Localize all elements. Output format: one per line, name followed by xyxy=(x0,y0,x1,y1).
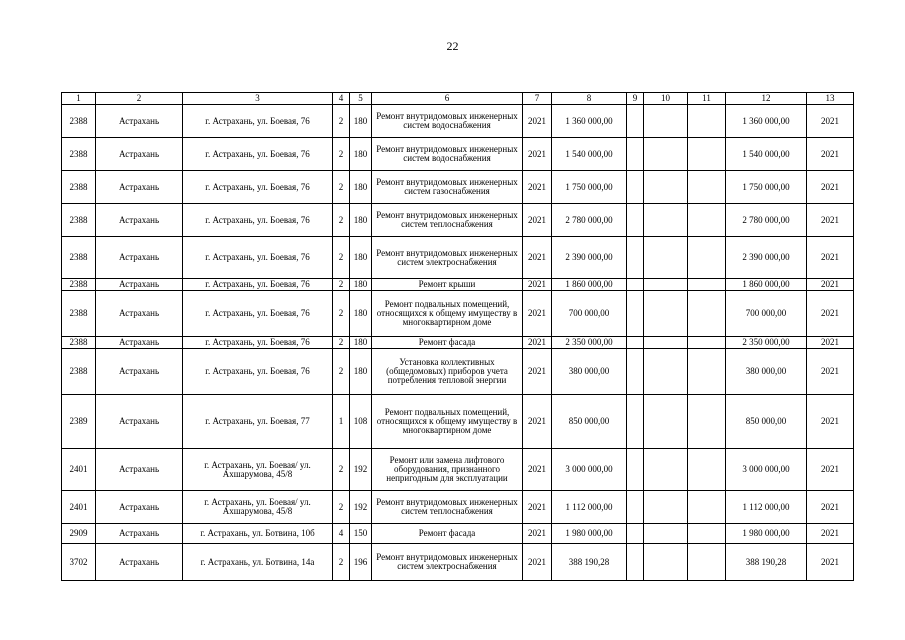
table-row xyxy=(62,491,854,524)
row-id: 2388 xyxy=(62,105,96,138)
total-amount: 850 000,00 xyxy=(726,395,807,449)
column-number: 9 xyxy=(627,93,644,105)
col11-value xyxy=(688,544,726,581)
column-number: 8 xyxy=(552,93,627,105)
col10-value xyxy=(644,395,688,449)
column-number-row xyxy=(62,93,854,105)
municipality: Астрахань xyxy=(96,524,183,544)
col11-value xyxy=(688,524,726,544)
count-col5: 150 xyxy=(350,524,372,544)
address: г. Астрахань, ул. Ботвина, 14а xyxy=(183,544,333,581)
year-col7: 2021 xyxy=(523,395,552,449)
count-col4: 2 xyxy=(333,204,350,237)
column-number: 2 xyxy=(96,93,183,105)
column-number: 4 xyxy=(333,93,350,105)
column-number: 1 xyxy=(62,93,96,105)
col11-value xyxy=(688,279,726,291)
col9-value xyxy=(627,237,644,279)
col10-value xyxy=(644,337,688,349)
address: г. Астрахань, ул. Боевая/ ул. Ахшарумова, 45/8 xyxy=(183,491,333,524)
count-col4: 2 xyxy=(333,337,350,349)
year-col7: 2021 xyxy=(523,138,552,171)
col9-value xyxy=(627,524,644,544)
column-number: 3 xyxy=(183,93,333,105)
address: г. Астрахань, ул. Боевая, 76 xyxy=(183,349,333,395)
cost-amount: 2 780 000,00 xyxy=(552,204,627,237)
cost-amount: 1 360 000,00 xyxy=(552,105,627,138)
address: г. Астрахань, ул. Боевая, 76 xyxy=(183,237,333,279)
column-number: 11 xyxy=(688,93,726,105)
total-amount: 1 980 000,00 xyxy=(726,524,807,544)
year-col13: 2021 xyxy=(807,544,854,581)
col9-value xyxy=(627,204,644,237)
year-col7: 2021 xyxy=(523,171,552,204)
col11-value xyxy=(688,349,726,395)
year-col7: 2021 xyxy=(523,337,552,349)
work-type: Ремонт внутридомовых инженерных систем газоснабжения xyxy=(372,171,523,204)
count-col4: 4 xyxy=(333,524,350,544)
col10-value xyxy=(644,291,688,337)
total-amount: 1 112 000,00 xyxy=(726,491,807,524)
count-col4: 1 xyxy=(333,395,350,449)
row-id: 2388 xyxy=(62,171,96,204)
municipality: Астрахань xyxy=(96,279,183,291)
address: г. Астрахань, ул. Боевая, 76 xyxy=(183,105,333,138)
cost-amount: 2 390 000,00 xyxy=(552,237,627,279)
total-amount: 1 860 000,00 xyxy=(726,279,807,291)
work-type: Ремонт внутридомовых инженерных систем водоснабжения xyxy=(372,105,523,138)
year-col7: 2021 xyxy=(523,491,552,524)
count-col5: 180 xyxy=(350,237,372,279)
col9-value xyxy=(627,544,644,581)
row-id: 2388 xyxy=(62,204,96,237)
table-row xyxy=(62,524,854,544)
municipality: Астрахань xyxy=(96,491,183,524)
table-row xyxy=(62,204,854,237)
col9-value xyxy=(627,279,644,291)
year-col7: 2021 xyxy=(523,105,552,138)
count-col4: 2 xyxy=(333,279,350,291)
municipality: Астрахань xyxy=(96,171,183,204)
row-id: 2388 xyxy=(62,237,96,279)
col10-value xyxy=(644,349,688,395)
table-row xyxy=(62,349,854,395)
municipality: Астрахань xyxy=(96,395,183,449)
column-number: 10 xyxy=(644,93,688,105)
address: г. Астрахань, ул. Боевая, 76 xyxy=(183,171,333,204)
year-col13: 2021 xyxy=(807,237,854,279)
table-row xyxy=(62,395,854,449)
year-col13: 2021 xyxy=(807,449,854,491)
count-col5: 192 xyxy=(350,449,372,491)
count-col4: 2 xyxy=(333,237,350,279)
work-type: Ремонт внутридомовых инженерных систем теплоснабжения xyxy=(372,204,523,237)
cost-amount: 3 000 000,00 xyxy=(552,449,627,491)
municipality: Астрахань xyxy=(96,237,183,279)
cost-amount: 1 112 000,00 xyxy=(552,491,627,524)
col9-value xyxy=(627,138,644,171)
total-amount: 1 540 000,00 xyxy=(726,138,807,171)
row-id: 2388 xyxy=(62,349,96,395)
municipality: Астрахань xyxy=(96,204,183,237)
total-amount: 380 000,00 xyxy=(726,349,807,395)
table-row xyxy=(62,291,854,337)
municipality: Астрахань xyxy=(96,349,183,395)
col11-value xyxy=(688,291,726,337)
col10-value xyxy=(644,524,688,544)
table-row xyxy=(62,544,854,581)
col10-value xyxy=(644,105,688,138)
col11-value xyxy=(688,138,726,171)
col11-value xyxy=(688,395,726,449)
total-amount: 2 350 000,00 xyxy=(726,337,807,349)
count-col5: 180 xyxy=(350,171,372,204)
page-number: 22 xyxy=(446,39,459,53)
table-row xyxy=(62,279,854,291)
col9-value xyxy=(627,171,644,204)
col11-value xyxy=(688,204,726,237)
address: г. Астрахань, ул. Боевая, 76 xyxy=(183,337,333,349)
column-number: 12 xyxy=(726,93,807,105)
year-col7: 2021 xyxy=(523,204,552,237)
cost-amount: 388 190,28 xyxy=(552,544,627,581)
row-id: 2388 xyxy=(62,279,96,291)
count-col5: 180 xyxy=(350,138,372,171)
work-type: Ремонт внутридомовых инженерных систем электроснабжения xyxy=(372,237,523,279)
count-col4: 2 xyxy=(333,449,350,491)
col9-value xyxy=(627,491,644,524)
year-col7: 2021 xyxy=(523,237,552,279)
work-type: Ремонт или замена лифтового оборудования, признанного непригодным для эксплуатации xyxy=(372,449,523,491)
municipality: Астрахань xyxy=(96,291,183,337)
total-amount: 1 360 000,00 xyxy=(726,105,807,138)
cost-amount: 380 000,00 xyxy=(552,349,627,395)
count-col5: 192 xyxy=(350,491,372,524)
col11-value xyxy=(688,171,726,204)
total-amount: 700 000,00 xyxy=(726,291,807,337)
table-row xyxy=(62,138,854,171)
row-id: 2388 xyxy=(62,337,96,349)
register-table xyxy=(61,92,854,581)
col11-value xyxy=(688,449,726,491)
total-amount: 2 390 000,00 xyxy=(726,237,807,279)
year-col7: 2021 xyxy=(523,544,552,581)
year-col7: 2021 xyxy=(523,349,552,395)
col11-value xyxy=(688,105,726,138)
year-col13: 2021 xyxy=(807,395,854,449)
col11-value xyxy=(688,337,726,349)
column-number: 6 xyxy=(372,93,523,105)
row-id: 2388 xyxy=(62,138,96,171)
municipality: Астрахань xyxy=(96,105,183,138)
work-type: Ремонт внутридомовых инженерных систем теплоснабжения xyxy=(372,491,523,524)
year-col13: 2021 xyxy=(807,171,854,204)
year-col13: 2021 xyxy=(807,105,854,138)
work-type: Ремонт фасада xyxy=(372,337,523,349)
row-id: 3702 xyxy=(62,544,96,581)
work-type: Ремонт внутридомовых инженерных систем водоснабжения xyxy=(372,138,523,171)
year-col7: 2021 xyxy=(523,291,552,337)
work-type: Установка коллективных (общедомовых) приборов учета потребления тепловой энергии xyxy=(372,349,523,395)
count-col5: 180 xyxy=(350,279,372,291)
count-col5: 180 xyxy=(350,105,372,138)
col11-value xyxy=(688,491,726,524)
cost-amount: 2 350 000,00 xyxy=(552,337,627,349)
count-col4: 2 xyxy=(333,349,350,395)
count-col4: 2 xyxy=(333,105,350,138)
total-amount: 2 780 000,00 xyxy=(726,204,807,237)
work-type: Ремонт крыши xyxy=(372,279,523,291)
count-col4: 2 xyxy=(333,138,350,171)
table-row xyxy=(62,105,854,138)
cost-amount: 1 860 000,00 xyxy=(552,279,627,291)
col10-value xyxy=(644,449,688,491)
count-col5: 180 xyxy=(350,291,372,337)
col10-value xyxy=(644,491,688,524)
year-col13: 2021 xyxy=(807,279,854,291)
address: г. Астрахань, ул. Боевая, 76 xyxy=(183,204,333,237)
address: г. Астрахань, ул. Боевая, 77 xyxy=(183,395,333,449)
col10-value xyxy=(644,279,688,291)
row-id: 2909 xyxy=(62,524,96,544)
total-amount: 1 750 000,00 xyxy=(726,171,807,204)
table-row xyxy=(62,237,854,279)
col10-value xyxy=(644,544,688,581)
col9-value xyxy=(627,291,644,337)
col9-value xyxy=(627,337,644,349)
count-col4: 2 xyxy=(333,491,350,524)
work-type: Ремонт подвальных помещений, относящихся к общему имуществу в многоквартирном доме xyxy=(372,291,523,337)
cost-amount: 850 000,00 xyxy=(552,395,627,449)
municipality: Астрахань xyxy=(96,449,183,491)
col11-value xyxy=(688,237,726,279)
count-col5: 180 xyxy=(350,204,372,237)
municipality: Астрахань xyxy=(96,544,183,581)
col10-value xyxy=(644,138,688,171)
col9-value xyxy=(627,449,644,491)
address: г. Астрахань, ул. Боевая/ ул. Ахшарумова, 45/8 xyxy=(183,449,333,491)
cost-amount: 1 750 000,00 xyxy=(552,171,627,204)
column-number: 7 xyxy=(523,93,552,105)
cost-amount: 1 980 000,00 xyxy=(552,524,627,544)
table-row xyxy=(62,449,854,491)
row-id: 2389 xyxy=(62,395,96,449)
count-col5: 180 xyxy=(350,349,372,395)
row-id: 2401 xyxy=(62,491,96,524)
address: г. Астрахань, ул. Боевая, 76 xyxy=(183,279,333,291)
col10-value xyxy=(644,171,688,204)
work-type: Ремонт внутридомовых инженерных систем электроснабжения xyxy=(372,544,523,581)
count-col4: 2 xyxy=(333,544,350,581)
year-col7: 2021 xyxy=(523,524,552,544)
year-col13: 2021 xyxy=(807,138,854,171)
table-row xyxy=(62,171,854,204)
row-id: 2388 xyxy=(62,291,96,337)
year-col13: 2021 xyxy=(807,337,854,349)
column-number: 13 xyxy=(807,93,854,105)
table-row xyxy=(62,337,854,349)
year-col13: 2021 xyxy=(807,524,854,544)
table-body xyxy=(62,105,854,581)
count-col4: 2 xyxy=(333,171,350,204)
column-number: 5 xyxy=(350,93,372,105)
year-col7: 2021 xyxy=(523,279,552,291)
year-col13: 2021 xyxy=(807,204,854,237)
col9-value xyxy=(627,395,644,449)
year-col13: 2021 xyxy=(807,491,854,524)
municipality: Астрахань xyxy=(96,138,183,171)
address: г. Астрахань, ул. Боевая, 76 xyxy=(183,291,333,337)
cost-amount: 1 540 000,00 xyxy=(552,138,627,171)
total-amount: 388 190,28 xyxy=(726,544,807,581)
total-amount: 3 000 000,00 xyxy=(726,449,807,491)
col10-value xyxy=(644,237,688,279)
year-col7: 2021 xyxy=(523,449,552,491)
address: г. Астрахань, ул. Ботвина, 10б xyxy=(183,524,333,544)
year-col13: 2021 xyxy=(807,291,854,337)
count-col5: 180 xyxy=(350,337,372,349)
work-type: Ремонт фасада xyxy=(372,524,523,544)
municipality: Астрахань xyxy=(96,337,183,349)
count-col4: 2 xyxy=(333,291,350,337)
cost-amount: 700 000,00 xyxy=(552,291,627,337)
count-col5: 108 xyxy=(350,395,372,449)
col9-value xyxy=(627,349,644,395)
year-col13: 2021 xyxy=(807,349,854,395)
col10-value xyxy=(644,204,688,237)
row-id: 2401 xyxy=(62,449,96,491)
work-type: Ремонт подвальных помещений, относящихся к общему имуществу в многоквартирном доме xyxy=(372,395,523,449)
address: г. Астрахань, ул. Боевая, 76 xyxy=(183,138,333,171)
count-col5: 196 xyxy=(350,544,372,581)
col9-value xyxy=(627,105,644,138)
